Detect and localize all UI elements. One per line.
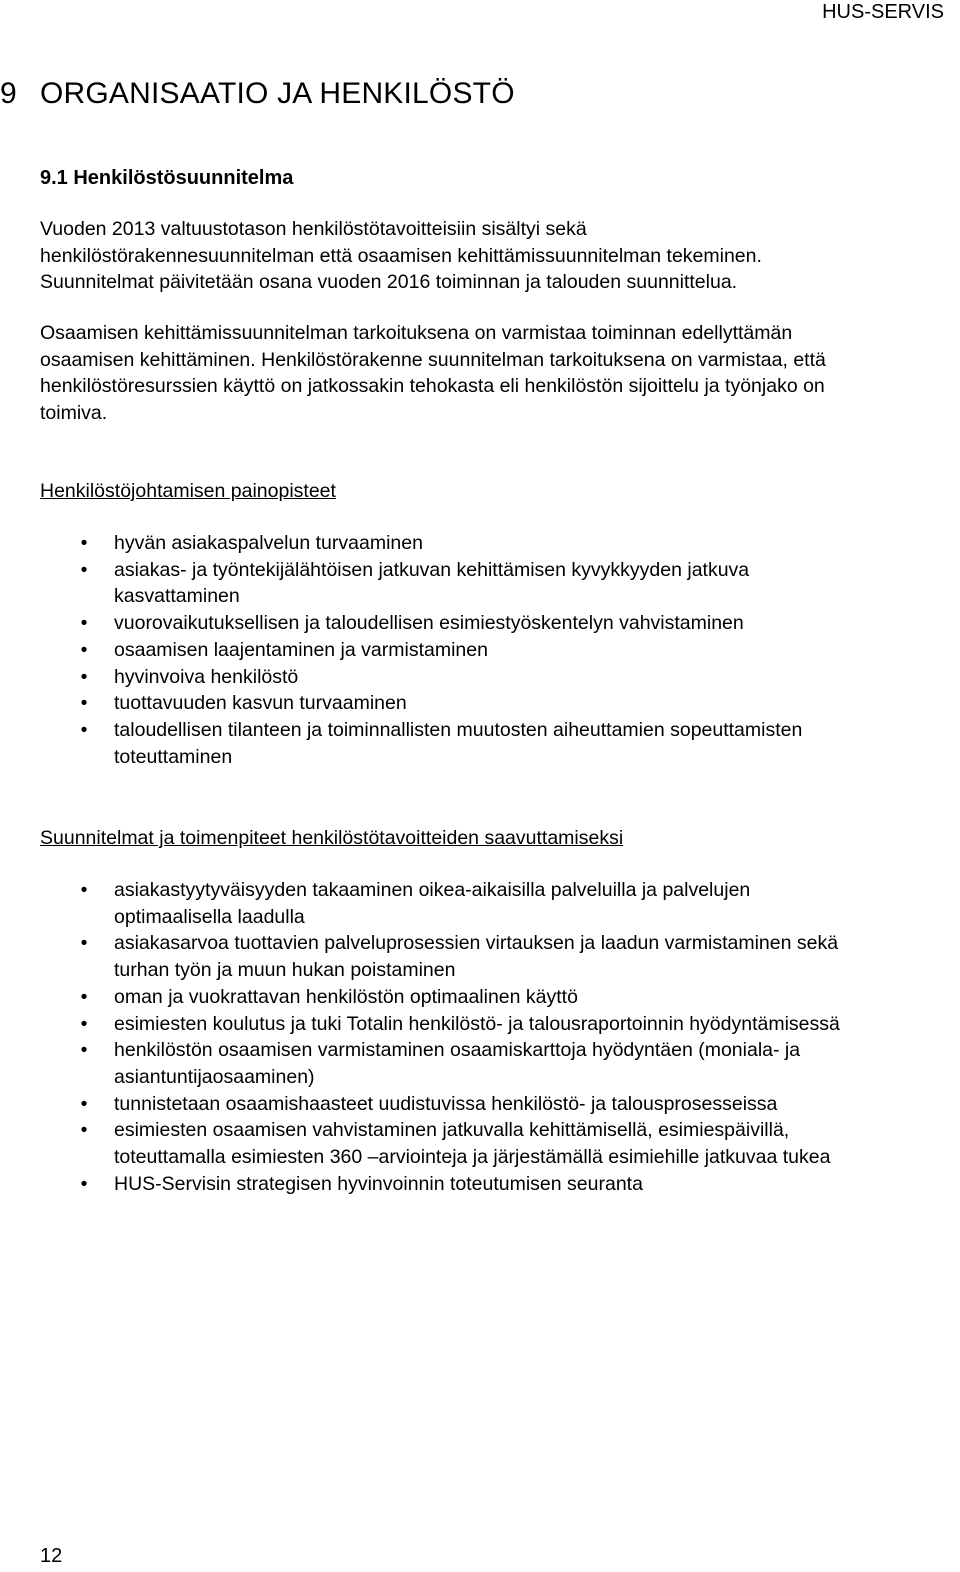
list-item-line: toteuttaminen [114, 745, 233, 768]
bullet-icon: • [80, 1092, 88, 1115]
list-item [40, 1091, 960, 1118]
list-item-line: kasvattaminen [114, 585, 240, 608]
list-item-line: optimaalisella laadulla [114, 905, 305, 928]
list-item-line: tuottavuuden kasvun turvaaminen [114, 692, 407, 715]
chapter-title [0, 76, 515, 112]
running-header: HUS-SERVIS [822, 1, 944, 23]
list-item [40, 664, 960, 691]
list-item-line: osaamisen laajentaminen ja varmistaminen [114, 638, 488, 661]
paragraph-line: toimiva. [40, 401, 108, 424]
bullet-icon: • [80, 558, 88, 581]
list-item [40, 557, 960, 610]
list-item [40, 930, 960, 983]
focus-areas-heading: Henkilöstöjohtamisen painopisteet [40, 480, 336, 502]
list-item [40, 1011, 960, 1038]
list-item-line: taloudellisen tilanteen ja toiminnallisten muutosten aiheuttamien sopeuttamisten [114, 718, 803, 741]
bullet-icon: • [80, 665, 88, 688]
purpose-paragraph [40, 320, 955, 426]
list-item-line: asiantuntijaosaaminen) [114, 1065, 315, 1088]
list-item [40, 637, 960, 664]
list-item [40, 1037, 960, 1090]
bullet-icon: • [80, 1172, 88, 1195]
paragraph-line: osaamisen kehittäminen. Henkilöstörakenne suunnitelman tarkoituksena on varmistaa, että [40, 348, 826, 371]
paragraph-line: Suunnitelmat päivitetään osana vuoden 2016 toiminnan ja talouden suunnittelua. [40, 271, 738, 293]
paragraph-line: henkilöstöresurssien käyttö on jatkossakin tehokasta eli henkilöstön sijoittelu ja työnjako on [40, 375, 825, 397]
bullet-icon: • [80, 932, 88, 955]
chapter-number: 9 [0, 77, 17, 110]
list-item [40, 1171, 960, 1198]
plans-heading: Suunnitelmat ja toimenpiteet henkilöstötavoitteiden saavuttamiseksi [40, 827, 624, 849]
list-item [40, 877, 960, 930]
list-item [40, 717, 960, 770]
list-item-line: HUS-Servisin strategisen hyvinvoinnin toteutumisen seuranta [114, 1172, 643, 1195]
list-item [40, 984, 960, 1011]
list-item-line: toteuttamalla esimiesten 360 –arviointeja ja järjestämällä esimiehille jatkuvaa tukea [114, 1146, 831, 1169]
list-item-line: oman ja vuokrattavan henkilöstön optimaalinen käyttö [114, 985, 578, 1008]
intro-paragraph [40, 216, 955, 296]
bullet-icon: • [80, 879, 88, 901]
bullet-icon: • [80, 692, 88, 715]
list-item-line: turhan työn ja muun hukan poistaminen [114, 959, 456, 982]
bullet-icon: • [80, 1119, 88, 1142]
bullet-icon: • [80, 1039, 88, 1062]
list-item [40, 530, 960, 557]
list-item [40, 690, 960, 717]
chapter-title-text: ORGANISAATIO JA HENKILÖSTÖ [40, 77, 515, 110]
list-item-line: esimiesten koulutus ja tuki Totalin henkilöstö- ja talousraportoinnin hyödyntämisessä [114, 1012, 840, 1035]
bullet-icon: • [80, 612, 88, 635]
list-item [40, 1117, 960, 1170]
list-item-line: esimiesten osaamisen vahvistaminen jatkuvalla kehittämisellä, esimiespäivillä, [114, 1119, 790, 1142]
focus-areas-list [40, 530, 960, 770]
section-title: 9.1 Henkilöstösuunnitelma [40, 167, 294, 189]
list-item-line: asiakasarvoa tuottavien palveluprosessien virtauksen ja laadun varmistaminen sekä [114, 932, 839, 955]
page-number: 12 [40, 1545, 63, 1567]
paragraph-line: Osaamisen kehittämissuunnitelman tarkoituksena on varmistaa toiminnan edellyttämän [40, 322, 793, 344]
list-item-line: asiakas- ja työntekijälähtöisen jatkuvan kehittämisen kyvykkyyden jatkuva [114, 558, 750, 581]
list-item-line: asiakastyytyväisyyden takaaminen oikea-aikaisilla palveluilla ja palvelujen [114, 879, 751, 901]
bullet-icon: • [80, 1012, 88, 1035]
paragraph-line: henkilöstörakennesuunnitelman että osaamisen kehittämissuunnitelman tekeminen. [40, 244, 762, 267]
plans-list [40, 877, 960, 1197]
list-item-line: tunnistetaan osaamishaasteet uudistuvissa henkilöstö- ja talousprosesseissa [114, 1092, 778, 1115]
bullet-icon: • [80, 638, 88, 661]
bullet-icon: • [80, 532, 88, 554]
list-item-line: hyvinvoiva henkilöstö [114, 665, 299, 688]
bullet-icon: • [80, 718, 88, 741]
paragraph-line: Vuoden 2013 valtuustotason henkilöstötavoitteisiin sisältyi sekä [40, 218, 587, 240]
list-item-line: vuorovaikutuksellisen ja taloudellisen esimiestyöskentelyn vahvistaminen [114, 612, 744, 635]
list-item-line: henkilöstön osaamisen varmistaminen osaamiskarttoja hyödyntäen (moniala- ja [114, 1039, 801, 1062]
list-item-line: hyvän asiakaspalvelun turvaaminen [114, 532, 423, 554]
bullet-icon: • [80, 985, 88, 1008]
list-item [40, 610, 960, 637]
